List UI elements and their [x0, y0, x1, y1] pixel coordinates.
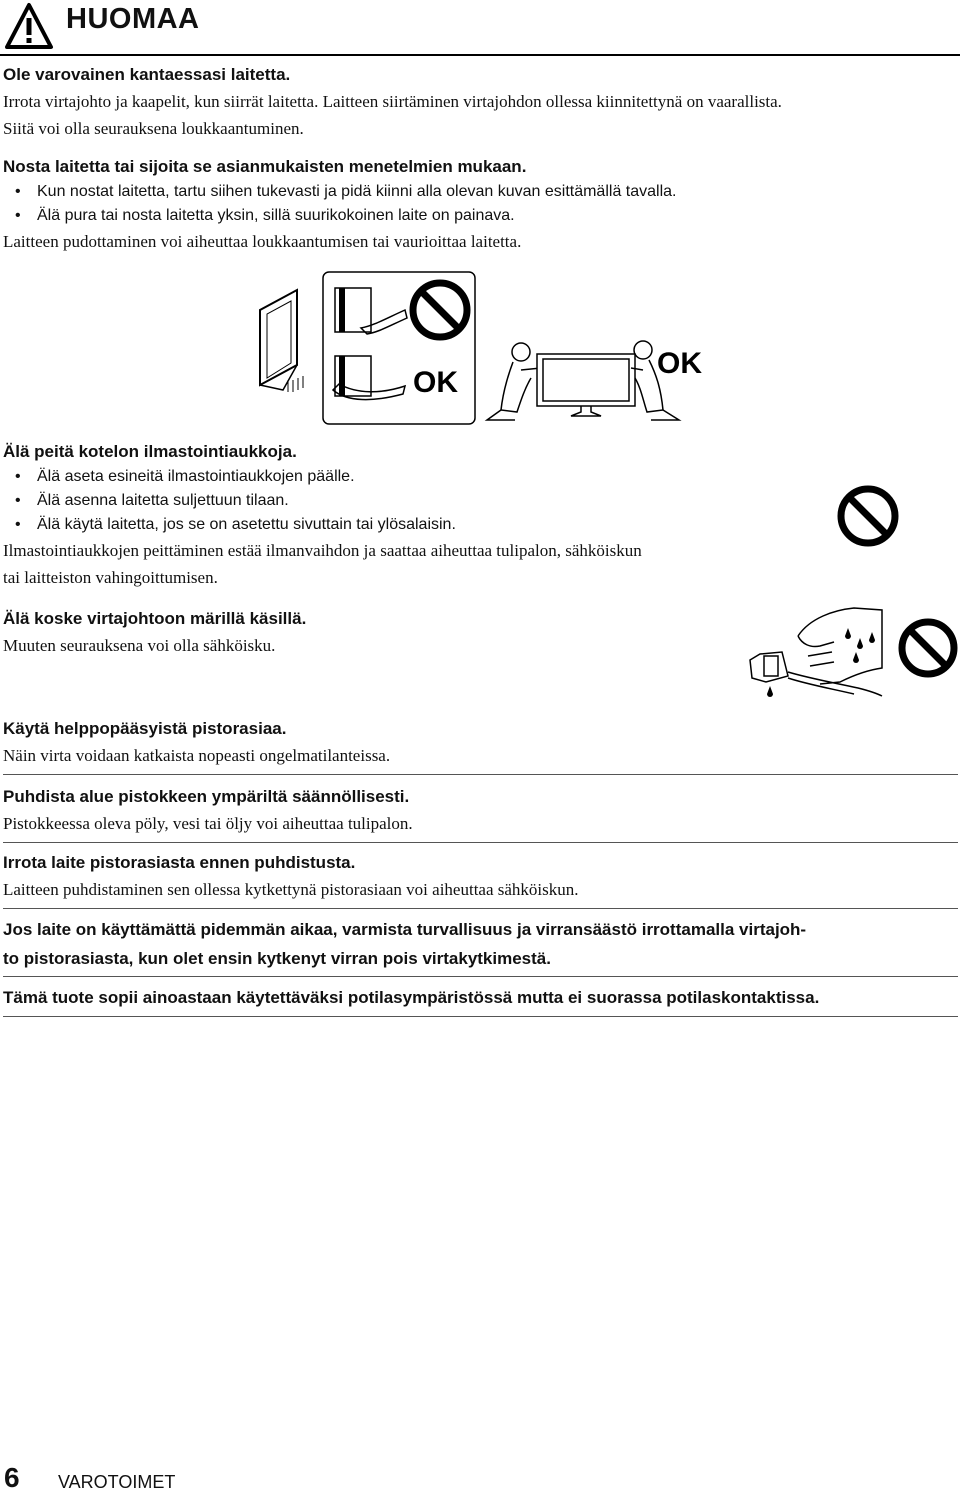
section-heading: Käytä helppopääsyistä pistorasiaa. — [3, 719, 287, 738]
section-carry — [3, 62, 782, 142]
section-text: Irrota virtajohto ja kaapelit, kun siirrät laitetta. Laitteen siirtäminen virtajohdon ollessa kiinnitettynä on vaarallista. — [3, 92, 782, 111]
section-text: tai laitteiston vahingoittumisen. — [3, 568, 218, 587]
header-rule — [0, 54, 960, 56]
section-heading: Puhdista alue pistokkeen ympäriltä säännöllisesti. — [3, 787, 410, 806]
section-unplug — [3, 850, 579, 903]
section-lift — [3, 154, 676, 255]
section-text: Näin virta voidaan katkaista nopeasti ongelmatilanteissa. — [3, 746, 391, 765]
ok-label: OK — [657, 347, 702, 380]
section-vents — [3, 439, 642, 591]
section-text: Ilmastointiaukkojen peittäminen estää ilmanvaihdon ja saattaa aiheuttaa tulipalon, sähköiskun — [3, 541, 642, 560]
divider — [3, 774, 958, 775]
section-text: Laitteen puhdistaminen sen ollessa kytkettynä pistorasiaan voi aiheuttaa sähköiskun. — [3, 880, 579, 899]
section-wet-hands — [3, 606, 306, 659]
section-long-unused — [3, 915, 806, 973]
section-heading: Irrota laite pistorasiasta ennen puhdistusta. — [3, 853, 356, 872]
section-patient — [3, 985, 819, 1011]
section-heading: Älä koske virtajohtoon märillä käsillä. — [3, 609, 307, 628]
section-heading: Älä peitä kotelon ilmastointiaukkoja. — [3, 442, 297, 461]
warning-icon — [4, 2, 54, 50]
divider — [3, 976, 958, 977]
section-outlet — [3, 716, 390, 769]
divider — [3, 842, 958, 843]
prohibit-icon — [836, 484, 900, 548]
bullet-item: • Älä asenna laitetta suljettuun tilaan. — [15, 492, 289, 509]
section-text-bold: Jos laite on käyttämättä pidemmän aikaa, varmista turvallisuus ja virransäästö irrottamalla virtajoh- — [3, 920, 807, 939]
section-clean-plug — [3, 784, 413, 837]
section-text: Muuten seurauksena voi olla sähköisku. — [3, 636, 276, 655]
section-text: Pistokkeessa oleva pöly, vesi tai öljy voi aiheuttaa tulipalon. — [3, 814, 413, 833]
footer-section-label: VAROTOIMET — [58, 1472, 176, 1492]
divider — [3, 908, 958, 909]
page-title: HUOMAA — [66, 3, 200, 35]
section-text: Siitä voi olla seurauksena loukkaantuminen. — [3, 119, 304, 138]
section-text-bold: to pistorasiasta, kun olet ensin kytkenyt virran pois virtakytkimestä. — [3, 949, 551, 968]
section-heading: Ole varovainen kantaessasi laitetta. — [3, 65, 291, 84]
section-heading: Nosta laitetta tai sijoita se asianmukaisten menetelmien mukaan. — [3, 157, 527, 176]
bullet-item: • Älä pura tai nosta laitetta yksin, sillä suurikokoinen laite on painava. — [15, 207, 515, 224]
divider — [3, 1016, 958, 1017]
wet-hand-plug-illustration — [748, 606, 888, 702]
bullet-item: • Kun nostat laitetta, tartu siihen tukevasti ja pidä kiinni alla olevan kuvan esittämällä tavalla. — [15, 183, 677, 200]
bullet-item: • Älä käytä laitetta, jos se on asetettu sivuttain tai ylösalaisin. — [15, 516, 456, 533]
prohibit-icon — [896, 616, 960, 680]
page-header — [0, 0, 960, 58]
section-text-bold: Tämä tuote sopii ainoastaan käytettäväksi potilasympäristössä mutta ei suorassa potilaskontaktissa. — [3, 988, 820, 1007]
page-number: 6 — [4, 1462, 20, 1493]
bullet-item: • Älä aseta esineitä ilmastointiaukkojen päälle. — [15, 468, 355, 485]
section-text: Laitteen pudottaminen voi aiheuttaa loukkaantumisen tai vaurioittaa laitetta. — [3, 232, 522, 251]
lifting-illustration — [255, 270, 710, 430]
ok-label: OK — [413, 366, 458, 399]
